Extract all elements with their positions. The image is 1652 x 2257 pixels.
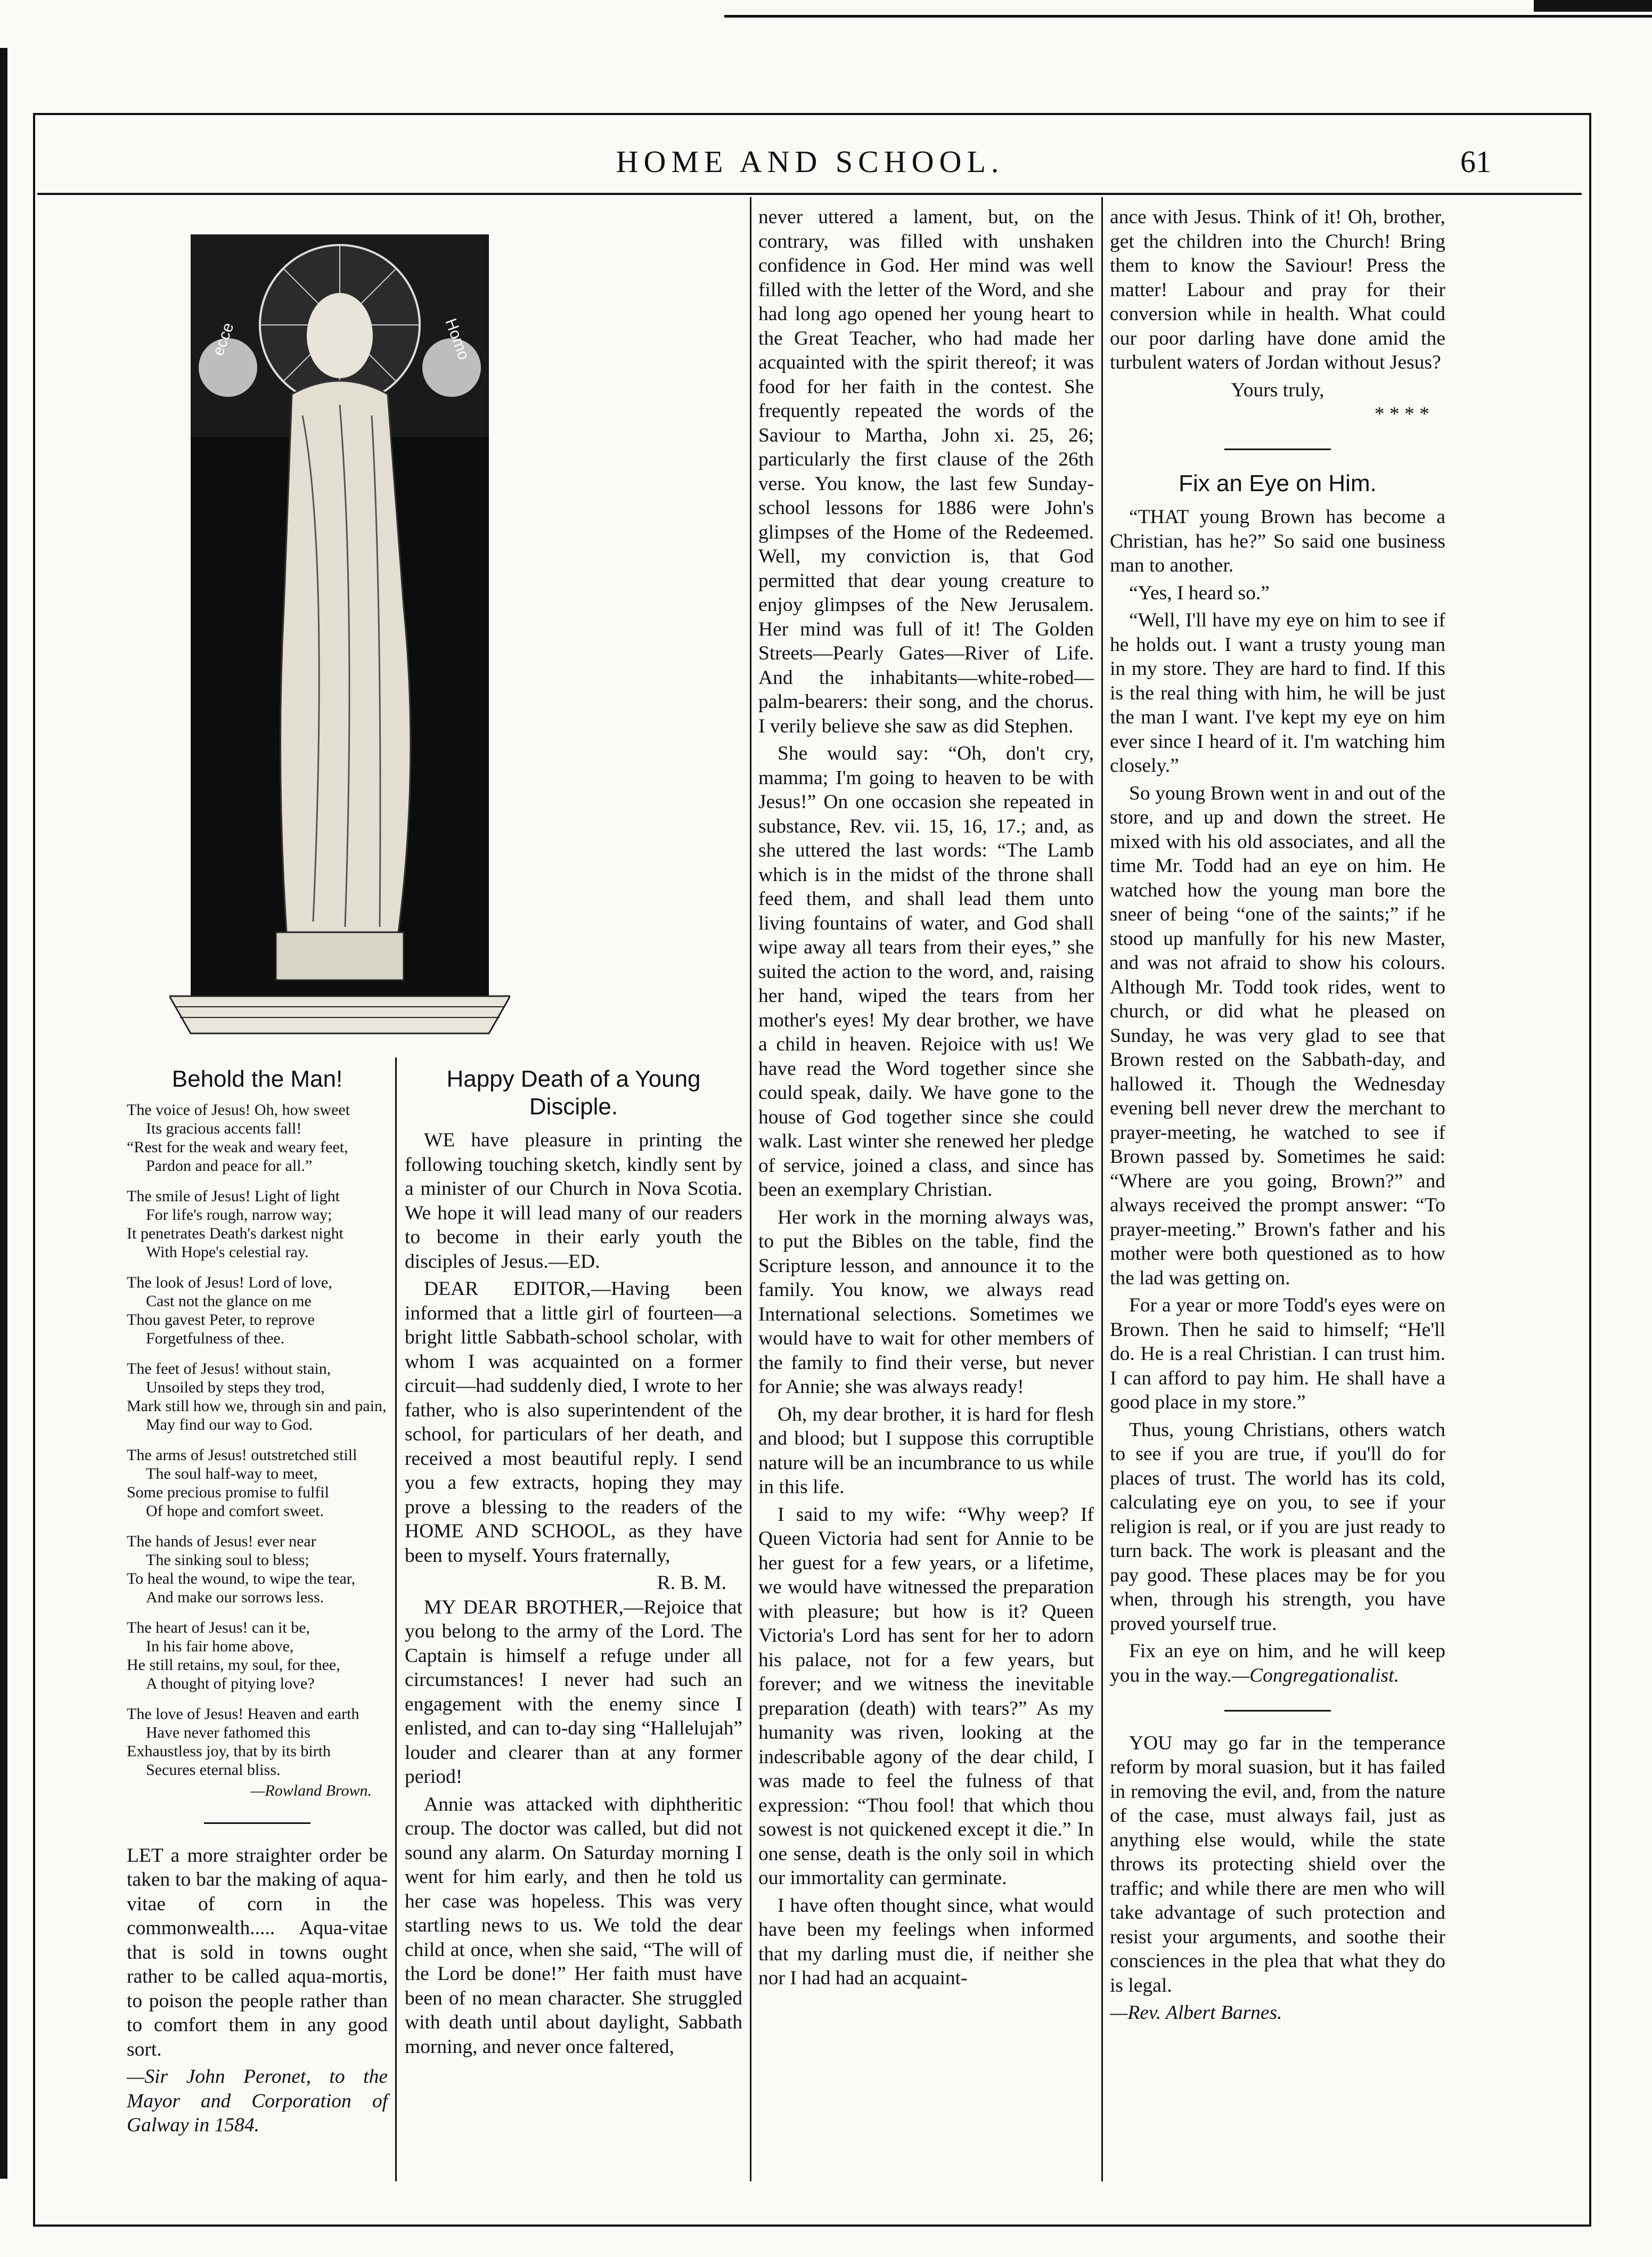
stanza xyxy=(127,1187,388,1261)
paragraph: YOU may go far in the temperance reform by moral suasion, but it has failed in removing the evil, and, from the nature of the case, must always fail, just as anything else would, while the state throws its protecting shield over the traffic; and while there are men who will take advantage of such protection and resist your arguments, and soothe their consciences in the plea that what they do is legal. xyxy=(1110,1732,1445,1997)
poem-line: May find our way to God. xyxy=(146,1416,313,1433)
poem-line: Mark still how we, through sin and pain, xyxy=(127,1397,387,1415)
closing: Yours truly, xyxy=(1231,379,1324,401)
poem-line: The look of Jesus! Lord of love, xyxy=(127,1274,332,1291)
poem-line: The heart of Jesus! can it be, xyxy=(127,1619,310,1636)
top-edge-block xyxy=(1534,0,1652,12)
stanza xyxy=(127,1618,388,1693)
header-rule xyxy=(37,193,1582,195)
poem-line: Thou gavest Peter, to reprove xyxy=(127,1311,315,1329)
paragraph: “Well, I'll have my eye on him to see if he holds out. I want a trusty young man in my store. They are hard to find. If this is the real thing with him, he will be just the man I want. I've kept my eye on him ever since I heard of it. I'm watching him closely.” xyxy=(1110,609,1445,777)
paragraph: So young Brown went in and out of the store, and up and down the street. He mixed with his old associates, and all the time Mr. Todd had an eye on him. He watched how the young man bore the sneer of being “one of the saints;” if he stood up manfully for his new Master, and was not afraid to show his colours. Although Mr. Todd took rides, went to church, or did what he pleased on Sunday, he was very glad to see that Brown rested on the Sabbath-day, and hallowed it. Though the Wednesday evening bell never drew the merchant to prayer-meeting, he watched to see if Brown passed by. Sometimes he said: “Where are you going, Brown?” and always received the prompt answer: “To prayer-meeting.” Brown's father and his mother were both questioned as to how the lad was getting on. xyxy=(1110,782,1445,1289)
left-edge-bar xyxy=(0,48,7,2179)
poem xyxy=(127,1101,388,1800)
stanza xyxy=(127,1532,388,1607)
poem-line: Some precious promise to fulfil xyxy=(127,1484,329,1501)
stanza xyxy=(127,1359,388,1434)
column-2 xyxy=(405,1060,742,2062)
paragraph: Annie was attacked with diphtheritic croup. The doctor was called, but did not sound any alarm. On Saturday morning I went for him early, and then he told us her case was hopeless. This was very startling news to us. We told the dear child at once, when she said, “The will of the Lord be done!” Her faith must have been of no mean character. She struggled with death until about daylight, Sabbath morning, and never once faltered, xyxy=(405,1793,742,2058)
paragraph: I said to my wife: “Why weep? If Queen Victoria had sent for Annie to be her guest for a few years, or a lifetime, we would have witnessed the preparation with pleasure; but how is it? Queen Victoria's Lord has sent for her to adorn his palace, not for a few years, but forever; and we witness the inevitable preparation (death) with tears?” As my humanity was riven, looking at the indescribable agony of the dear child, I was made to feel the fulness of that expression: “Thou fool! that which thou sowest is not quickened except it die.” In one sense, death is the only soil in which our immortality can germinate. xyxy=(758,1503,1094,1889)
stanza xyxy=(127,1446,388,1520)
column-3 xyxy=(758,205,1094,1994)
poem-line: Pardon and peace for all.” xyxy=(146,1157,313,1175)
poem-title: Behold the Man! xyxy=(171,1066,343,1092)
poem-line: Secures eternal bliss. xyxy=(146,1761,281,1779)
paragraph: Thus, young Christians, others watch to see if you are true, if you'll do for places of trust. The world has its cold, calculating eye on you, to see if your religion is real, or if you are just ready to turn back. The work is pleasant and the pay good. These places may be for you when, through his strength, you have proved yourself true. xyxy=(1110,1419,1445,1635)
column-rule-2 xyxy=(395,1057,397,2181)
poem-line: A thought of pitying love? xyxy=(146,1675,315,1692)
poem-line: The hands of Jesus! ever near xyxy=(127,1533,316,1550)
poem-line: Forgetfulness of thee. xyxy=(146,1330,285,1347)
top-edge-line xyxy=(724,15,1652,18)
poem-line: Unsoiled by steps they trod, xyxy=(146,1379,325,1396)
paragraph: “Yes, I heard so.” xyxy=(1129,582,1270,604)
paragraph: “THAT young Brown has become a Christian, has he?” So said one business man to another. xyxy=(1110,506,1445,576)
paragraph: She would say: “Oh, don't cry, mamma; I'm going to heaven to be with Jesus!” On one occasion she repeated in substance, Rev. vii. 15, 16, 17.; and, as she uttered the last words: “The Lamb which is in the midst of the throne shall feed them, and shall lead them unto living fountains of water, and God shall wipe away all tears from their eyes,” she suited the action to the word, and, raising her hand, wiped the tears from her mother's eyes! My dear brother, we have a child in heaven. Rejoice with us! We have read the Word together since she could speak, daily. We have gone to the house of God together since she could walk. Last winter she renewed her pledge of service, joined a class, and since has been an exemplary Christian. xyxy=(758,743,1094,1201)
poem-line: For life's rough, narrow way; xyxy=(146,1206,332,1224)
poem-line: Exhaustless joy, that by its birth xyxy=(127,1742,331,1760)
quote-source: —Sir John Peronet, to the Mayor and Corporation of Galway in 1584. xyxy=(127,2066,388,2136)
poem-line: The arms of Jesus! outstretched still xyxy=(127,1446,357,1464)
poem-line: The feet of Jesus! without stain, xyxy=(127,1360,331,1378)
poem-author: —Rowland Brown. xyxy=(250,1782,372,1799)
ecce-homo-illustration xyxy=(169,234,510,1055)
separator xyxy=(127,1810,388,1834)
stanza xyxy=(127,1101,388,1175)
running-title: HOME AND SCHOOL. xyxy=(616,144,1004,179)
page-number: 61 xyxy=(1460,144,1491,179)
paragraph xyxy=(1110,1639,1445,1688)
paragraph-text: Fix an eye on him, and he will keep you in the way. xyxy=(1110,1640,1445,1686)
poem-line: Of hope and comfort sweet. xyxy=(146,1502,324,1520)
poem-line: The sinking soul to bless; xyxy=(146,1551,309,1569)
poem-line: The soul half-way to meet, xyxy=(146,1465,318,1482)
column-rule-3 xyxy=(750,197,751,2181)
paragraph: never uttered a lament, but, on the contrary, was filled with unshaken confidence in God. Her mind was well filled with the letter of the Word, and she had long ago opened her young heart to the Great Teacher, who had made her acquainted with the spirit thereof; it was food for her faith in the contest. She frequently repeated the words of the Saviour to Martha, John xi. 25, 26; particularly the first clause of the 26th verse. You know, the last few Sunday-school lessons for 1886 were John's glimpses of the Home of the Redeemed. Well, my conviction is, that God permitted that dear young creature to enjoy glimpses of the New Jerusalem. Her mind was full of it! The Golden Streets—Pearly Gates—River of Life. And the inhabitants—white-robed—palm-bearers: their song, and the chorus. I verily believe she saw as did Stephen. xyxy=(758,206,1094,737)
paragraph: I have often thought since, what would have been my feelings when informed that my darling must die, if neither she nor I had had an acquaint- xyxy=(758,1894,1094,1989)
banner-left-text: ecce xyxy=(209,320,238,358)
signature: R. B. M. xyxy=(657,1572,726,1594)
paragraph: For a year or more Todd's eyes were on Brown. Then he said to himself; “He'll do. He is a real Christian. I can trust him. I can afford to pay him. He shall have a good place in my store.” xyxy=(1110,1294,1445,1413)
paragraph: Oh, my dear brother, it is hard for flesh and blood; but I suppose this corruptible nature will be an incumbrance to us while in this life. xyxy=(758,1403,1094,1498)
article-title: Happy Death of a Young Disciple. xyxy=(446,1066,701,1120)
poem-line: Cast not the glance on me xyxy=(146,1292,312,1310)
column-4 xyxy=(1110,205,1445,2028)
paragraph: ance with Jesus. Think of it! Oh, brother, get the children into the Church! Bring them to know the Saviour! Press the matter! Labour and pray for their conversion while in health. What could our poor darling have done amid the turbulent waters of Jordan without Jesus? xyxy=(1110,206,1445,373)
poem-line: And make our sorrows less. xyxy=(146,1588,324,1606)
stanza xyxy=(127,1705,388,1779)
quote-text: LET a more straighter order be taken to bar the making of aqua-vitae of corn in the commonwealth..... Aqua-vitae that is sold in towns ought rather to be called aqua-mortis, to poison the people rather than to comfort them in any good sort. xyxy=(127,1844,388,2060)
separator xyxy=(1110,1697,1445,1722)
banner-right-text: Homo xyxy=(441,316,473,363)
stars: * * * * xyxy=(1374,403,1429,425)
poem-line: It penetrates Death's darkest night xyxy=(127,1225,344,1242)
separator xyxy=(1110,436,1445,461)
source: —Rev. Albert Barnes. xyxy=(1110,2002,1282,2024)
poem-line: Have never fathomed this xyxy=(146,1724,311,1741)
source: —Congregationalist. xyxy=(1231,1664,1400,1686)
article-title: Fix an Eye on Him. xyxy=(1179,470,1377,496)
poem-line: The smile of Jesus! Light of light xyxy=(127,1187,340,1205)
poem-line: With Hope's celestial ray. xyxy=(146,1243,309,1261)
column-1 xyxy=(127,1060,388,2141)
paragraph: MY DEAR BROTHER,—Rejoice that you belong to the army of the Lord. The Captain is himself a refuge under all circumstances! I never had such an engagement with the enemy since I enlisted, and can to-day sing “Hallelujah” louder and clearer than at any former period! xyxy=(405,1596,742,1788)
poem-line: The love of Jesus! Heaven and earth xyxy=(127,1705,359,1723)
poem-line: He still retains, my soul, for thee, xyxy=(127,1656,340,1674)
poem-line: In his fair home above, xyxy=(146,1637,294,1655)
poem-line: Its gracious accents fall! xyxy=(146,1120,302,1137)
stanza xyxy=(127,1273,388,1348)
poem-line: The voice of Jesus! Oh, how sweet xyxy=(127,1101,350,1119)
paragraph: WE have pleasure in printing the following touching sketch, kindly sent by a minister of our Church in Nova Scotia. We hope it will lead many of our readers to become in their early youth the disciples of Jesus.—ED. xyxy=(405,1129,742,1273)
paragraph: Her work in the morning always was, to put the Bibles on the table, find the Scripture lesson, and announce it to the family. You know, we always read International selections. Sometimes we would have to wait for other members of the family to find their verse, but never for Annie; she was always ready! xyxy=(758,1206,1094,1398)
poem-line: “Rest for the weak and weary feet, xyxy=(127,1138,348,1156)
paragraph: DEAR EDITOR,—Having been informed that a little girl of fourteen—a bright little Sabbath-school scholar, with whom I was acquainted on a former circuit—had suddenly died, I wrote to her father, who is also superintendent of the school, for particulars of her death, and received a most beautiful reply. I send you a few extracts, hoping they may prove a blessing to the readers of the HOME AND SCHOOL, as they have been to myself. Yours fraternally, xyxy=(405,1278,742,1567)
poem-line: To heal the wound, to wipe the tear, xyxy=(127,1570,356,1587)
column-rule-4 xyxy=(1101,197,1103,2181)
